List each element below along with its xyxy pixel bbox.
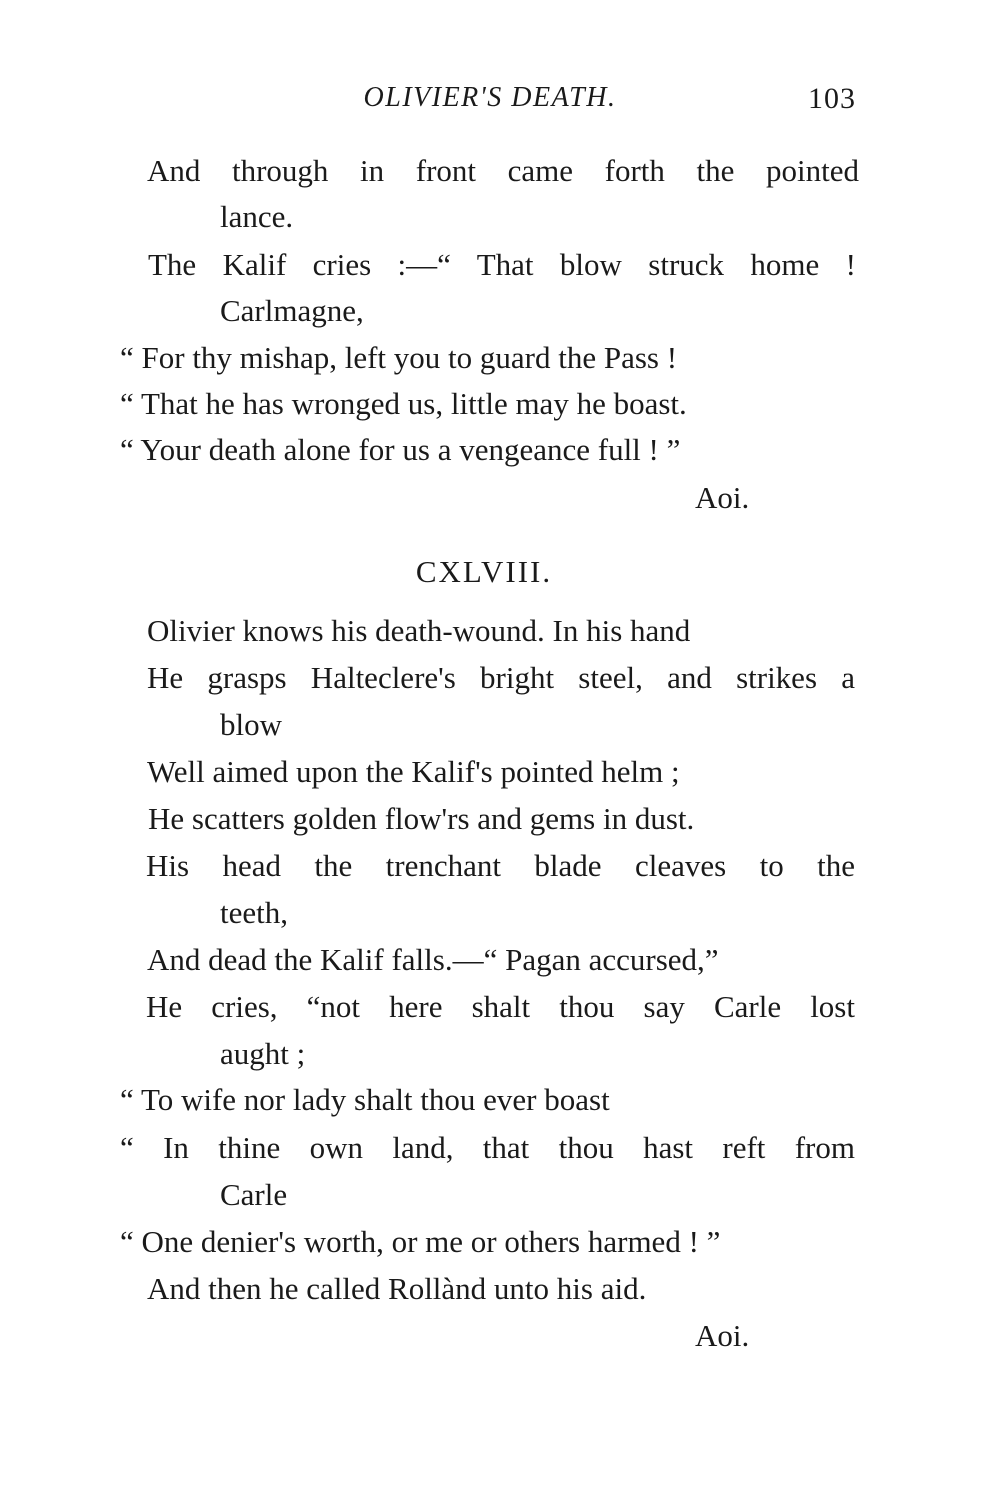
verse-line: His head the trenchant blade cleaves to the	[146, 848, 855, 883]
page-number: 103	[808, 82, 856, 115]
verse-line: He grasps Halteclere's bright steel, and strikes a	[147, 660, 855, 695]
verse-line: teeth,	[220, 895, 288, 930]
verse-line: “ To wife nor lady shalt thou ever boast	[120, 1082, 610, 1117]
verse-line: “ That he has wronged us, little may he boast.	[120, 386, 687, 421]
refrain-aoi: Aoi.	[695, 480, 750, 515]
verse-line: aught ;	[220, 1036, 306, 1071]
verse-line: blow	[220, 707, 282, 742]
verse-line: “ In thine own land, that thou hast reft from	[120, 1130, 855, 1165]
verse-line: He scatters golden flow'rs and gems in dust.	[148, 801, 695, 836]
verse-line: Carle	[220, 1177, 288, 1212]
verse-line: And through in front came forth the pointed	[147, 153, 859, 188]
verse-line: Olivier knows his death-wound. In his hand	[147, 613, 691, 648]
verse-line: The Kalif cries :—“ That blow struck home !	[148, 247, 856, 282]
stanza-heading: CXLVIII.	[415, 554, 553, 589]
verse-line: Well aimed upon the Kalif's pointed helm ;	[147, 754, 680, 789]
verse-line: And dead the Kalif falls.—“ Pagan accursed,”	[147, 942, 719, 977]
verse-line: lance.	[220, 199, 294, 234]
refrain-aoi: Aoi.	[695, 1318, 750, 1353]
verse-line: And then he called Rollànd unto his aid.	[147, 1271, 647, 1306]
verse-line: Carlmagne,	[220, 293, 364, 328]
verse-line: “ For thy mishap, left you to guard the Pass !	[120, 340, 678, 375]
verse-line: He cries, “not here shalt thou say Carle lost	[146, 989, 855, 1024]
running-title: OLIVIER'S DEATH.	[363, 82, 617, 113]
verse-line: “ One denier's worth, or me or others harmed ! ”	[120, 1224, 721, 1259]
verse-line: “ Your death alone for us a vengeance full ! ”	[120, 432, 681, 467]
